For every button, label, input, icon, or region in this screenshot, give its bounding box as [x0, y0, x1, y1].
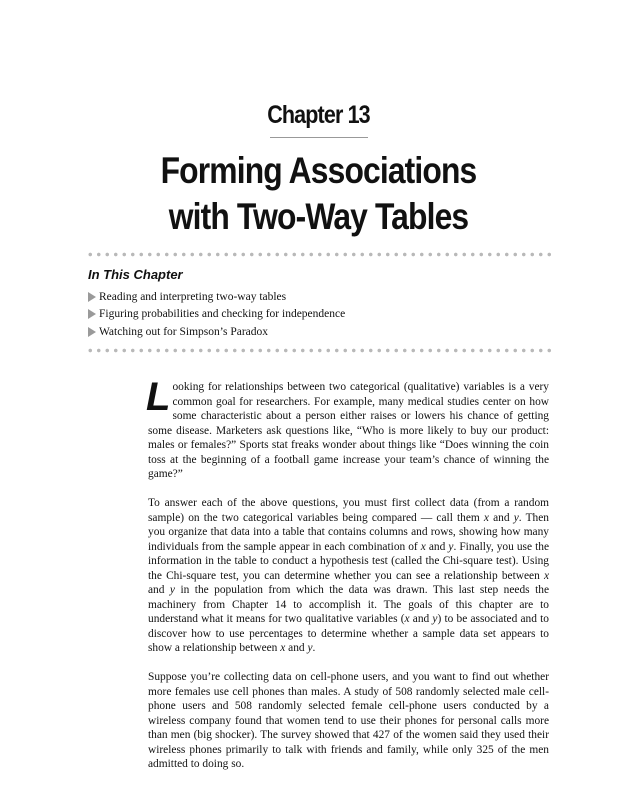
- bullet-arrow-icon: [88, 292, 96, 302]
- body-text: [146, 375, 549, 786]
- paragraph-1: Looking for relationships between two categorical (qualitative) variables is a very common goal for researchers. For example, many medical studies center on how some characteristic about a person either raises or lowers his chance of getting some disease. Marketers ask questions like, “Who is more likely to buy our product: males or females?” Sports stat freaks wonder about things like “Does winning the coin toss at the beginning of a football game increase your team’s chance of winning the game?”: [146, 375, 549, 480]
- chapter-title: [45, 148, 593, 240]
- chapter-number: Chapter 13: [267, 101, 370, 129]
- chapter-topic-item: Figuring probabilities and checking for independence: [88, 306, 345, 324]
- chapter-title-line-1: Forming Associations: [160, 150, 477, 191]
- chapter-rule: [270, 137, 368, 138]
- paragraph-3: Suppose you’re collecting data on cell-phone users, and you want to find out whether more females use cell phones than males. A study of 508 randomly selected male cell-phone users and 508 randomly selected female cell-phone users conducted by a wireless company found that women tend to use their phones for personal calls more than men (big shocker). The survey showed that 427 of the women said they used their wireless phones primarily to talk with friends and family, while only 325 of the men admitted to doing so.: [148, 671, 549, 770]
- chapter-title-line-2: with Two-Way Tables: [168, 196, 469, 237]
- in-this-chapter-heading: In This Chapter: [88, 267, 183, 282]
- dotted-divider-top: [86, 252, 551, 257]
- bullet-arrow-icon: [88, 309, 96, 319]
- paragraph-2: To answer each of the above questions, you must first collect data (from a random sample) on the two categorical variables being compared — call them x and y. Then you organize that data into a table that contains columns and rows, showing how many individuals from the sample appear in each combination of x and y. Finally, you use the information in the table to conduct a hypothesis test (called the Chi-square test). Using the Chi-square test, you can determine whether you can see a relationship between x and y in the population from which the data was drawn. This last step needs the machinery from Chapter 14 to accomplish it. The goals of this chapter are to understand what it means for two qualitative variables (x and y) to be associated and to discover how to use percentages to determine whether a sample data set appears to show a relationship between x and y.: [148, 497, 549, 654]
- dotted-divider-bottom: [86, 348, 551, 353]
- bullet-arrow-icon: [88, 327, 96, 337]
- chapter-topic-item: Reading and interpreting two-way tables: [88, 288, 345, 306]
- drop-cap: L: [146, 375, 171, 419]
- chapter-topic-item: Watching out for Simpson’s Paradox: [88, 323, 345, 341]
- chapter-topics-list: [88, 288, 345, 341]
